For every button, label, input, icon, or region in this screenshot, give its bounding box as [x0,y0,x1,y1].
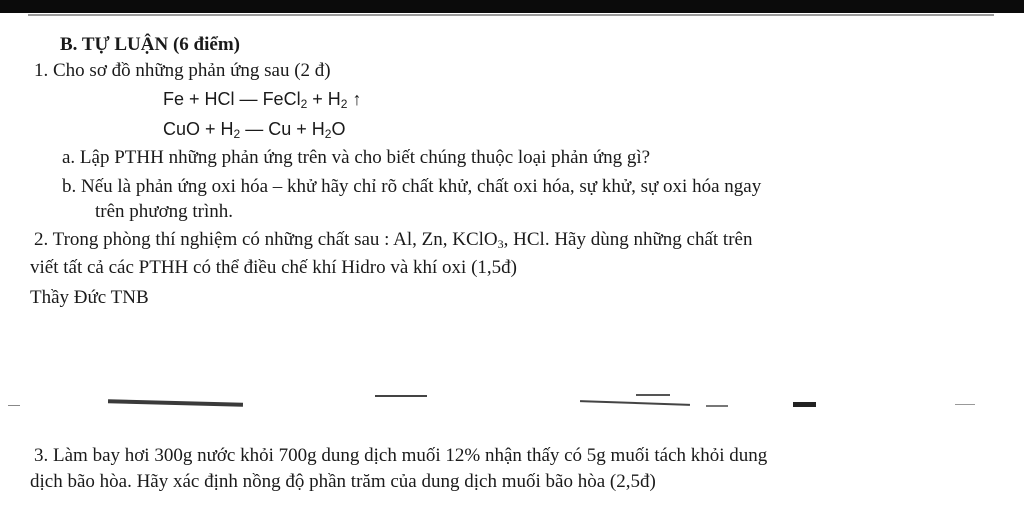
torn-edge-mark [580,400,690,406]
torn-edge-mark [108,399,243,407]
eq1-product-2: + H [312,89,341,109]
gas-arrow-icon: ↑ [352,89,362,109]
question-2-text-b: , HCl. Hãy dùng những chất trên [503,229,753,250]
eq1-arrow: — [239,89,258,109]
torn-edge-mark [706,405,728,407]
torn-edge-mark [955,404,975,405]
eq2-arrow: — [245,119,264,139]
question-1b-line-2: trên phương trình. [95,201,234,222]
top-black-bar [0,0,1024,13]
question-1b-line-1: b. Nếu là phản ứng oxi hóa – khử hãy chỉ rõ chất khử, chất oxi hóa, sự khử, sự oxi hóa ngay [62,176,762,197]
eq2-reactants: CuO + H [163,119,234,139]
eq2-product-oxygen: O [331,119,346,139]
question-3-line-1: 3. Làm bay hơi 300g nước khỏi 700g dung dịch muối 12% nhận thấy có 5g muối tách khỏi dung [34,445,768,466]
question-2-line-1 [34,229,752,251]
section-heading: B. TỰ LUẬN (6 điểm) [60,34,240,55]
question-3-line-2: dịch bão hòa. Hãy xác định nồng độ phần trăm của dung dịch muối bão hòa (2,5đ) [30,471,656,492]
question-2-subscript: 3 [497,237,504,251]
eq1-reactants: Fe + HCl [163,89,235,109]
question-1-intro: 1. Cho sơ đồ những phản ứng sau (2 đ) [34,60,331,81]
torn-edge-mark [8,405,20,406]
author-credit: Thầy Đức TNB [30,287,149,308]
question-2-text-a: 2. Trong phòng thí nghiệm có những chất sau : Al, Zn, KClO [34,229,498,250]
question-1a: a. Lập PTHH những phản ứng trên và cho biết chúng thuộc loại phản ứng gì? [62,147,651,168]
eq2-products: Cu + H [268,119,325,139]
eq1-product-2-subscript: 2 [340,97,348,111]
equation-2 [163,118,345,140]
torn-edge-mark [793,402,816,407]
eq2-product-subscript: 2 [324,127,332,141]
question-2-line-2: viết tất cả các PTHH có thể điều chế khí Hidro và khí oxi (1,5đ) [30,257,517,278]
eq1-product-1: FeCl [262,89,301,109]
eq1-product-1-subscript: 2 [300,97,308,111]
torn-edge-mark [375,395,427,397]
equation-1 [163,88,362,110]
top-rule [28,14,994,16]
eq2-reactant-subscript: 2 [233,127,241,141]
torn-edge-mark [636,394,670,396]
